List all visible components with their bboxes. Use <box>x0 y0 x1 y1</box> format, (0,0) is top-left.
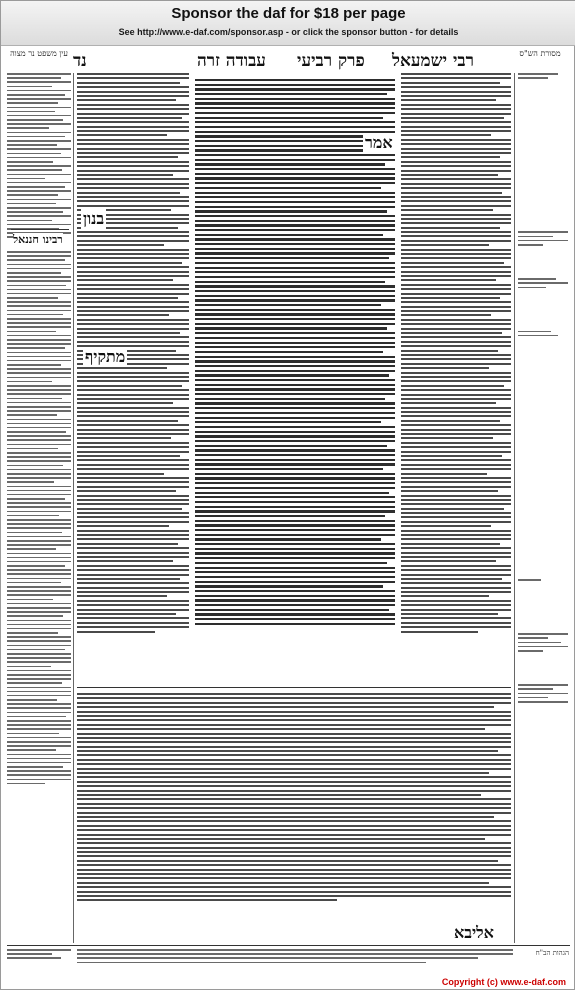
keyword-matkif: מתקיף <box>85 347 126 366</box>
ein-mishpat-label: עין משפט נר מצוה <box>10 49 68 58</box>
sponsor-subline[interactable]: See http://www.e-daf.com/sponsor.asp - or click the sponsor button - for details <box>118 27 459 37</box>
ein-mishpat-divider <box>11 229 69 230</box>
sponsor-banner[interactable] <box>1 1 575 46</box>
tosafot-column <box>77 73 189 685</box>
commentary-divider <box>77 687 511 688</box>
keyword-binun: בנון <box>83 209 105 228</box>
talmud-page <box>7 47 570 977</box>
sponsor-headline[interactable]: Sponsor the daf for $18 per page <box>171 5 406 22</box>
masoret-hashas-column <box>518 73 568 943</box>
chapter-title: פרק רביעי <box>297 51 365 71</box>
lower-commentary-block <box>77 693 511 925</box>
bottom-left-notes <box>7 949 71 975</box>
chapter-name-title: רבי ישמעאל <box>392 51 474 71</box>
left-column-rule <box>73 73 74 943</box>
hagahot-label: הגהות הב"ח <box>535 949 569 957</box>
keyword-aliba: אליבא <box>454 923 494 942</box>
bottom-notes-divider <box>7 945 570 946</box>
rabbeinu-chananel-heading: רבינו חננאל <box>13 233 63 246</box>
keyword-amar: אמר <box>365 133 393 152</box>
rashi-column <box>401 73 511 685</box>
right-column-rule <box>514 73 515 943</box>
ein-mishpat-text <box>7 73 71 238</box>
gemara-main-column <box>195 79 395 625</box>
tractate-title: עבודה זרה <box>197 51 266 71</box>
hagahot-notes <box>77 949 513 975</box>
rabbeinu-chananel-column <box>7 251 71 977</box>
masoret-hashas-label: מסורת הש"ס <box>519 49 561 58</box>
page-number: נד <box>73 51 87 71</box>
copyright-notice[interactable]: Copyright (c) www.e-daf.com <box>441 977 566 987</box>
